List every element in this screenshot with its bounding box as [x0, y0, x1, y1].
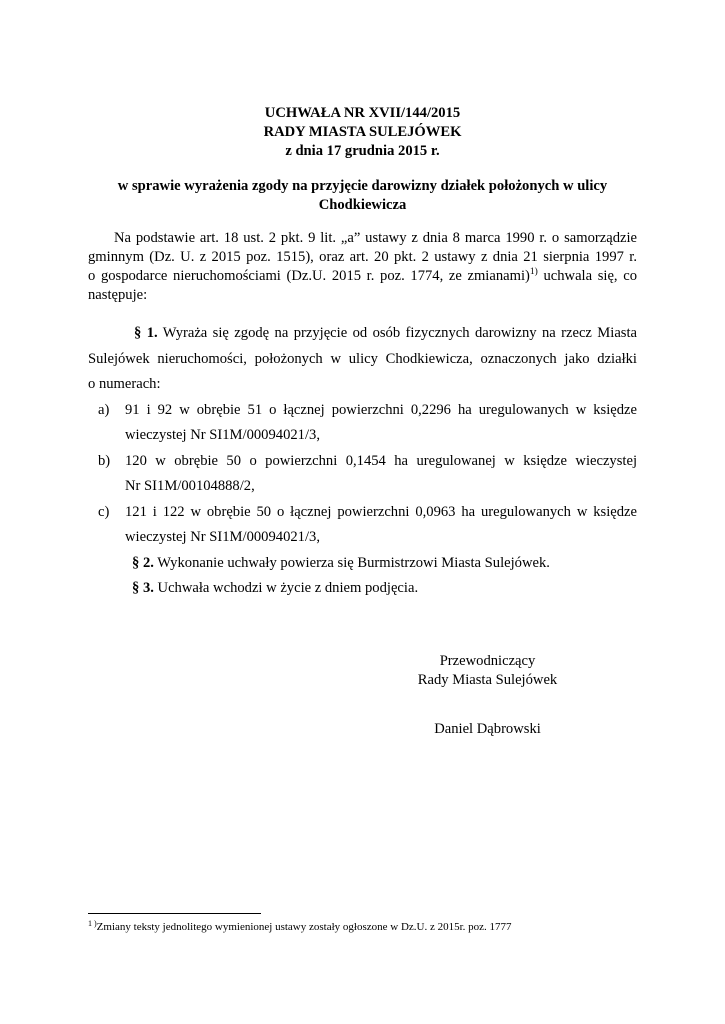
preamble-line-2: gminnym (Dz. U. z 2015 poz. 1515), oraz art. 20 pkt. 2 ustawy z dnia 21 sierpnia 1997 r.: [88, 249, 637, 265]
footnote-divider: [88, 913, 261, 914]
council-name: RADY MIASTA SULEJÓWEK: [263, 124, 462, 140]
list-marker: a): [98, 401, 110, 418]
signatory-role: Przewodniczący: [439, 653, 536, 669]
section-1: [88, 321, 637, 398]
list-item-line-1: 121 i 122 w obrębie 50 o łącznej powierzchni 0,0963 ha uregulowanych w księdze: [125, 503, 637, 520]
section-1-label: § 1.: [134, 325, 158, 341]
footnote: [88, 921, 512, 933]
section-2: [88, 551, 637, 577]
list-item-line-2: wieczystej Nr SI1M/00094021/3,: [125, 529, 320, 545]
signature-block: [400, 652, 575, 690]
preamble-line-3b: uchwala się, co: [537, 268, 638, 284]
section-1-text-1: Wyraża się zgodę na przyjęcie od osób fizycznych darowizny na rzecz Miasta: [157, 325, 638, 341]
footnote-text: Zmiany teksty jednolitego wymienionej ustawy zostały ogłoszone w Dz.U. z 2015r. poz. 1777: [96, 921, 512, 933]
subject-line-2: Chodkiewicza: [318, 197, 407, 213]
section-1-line-1: [88, 321, 637, 347]
resolution-date: z dnia 17 grudnia 2015 r.: [285, 143, 440, 159]
preamble-line-3a: o gospodarce nieruchomościami (Dz.U. 2015 r. poz. 1774, ze zmianami): [88, 268, 530, 284]
footnote-reference: 1): [529, 267, 538, 277]
preamble-line-4: następuje:: [88, 287, 148, 303]
signatory-name: Daniel Dąbrowski: [434, 721, 541, 737]
section-2-text: Wykonanie uchwały powierza się Burmistrzowi Miasta Sulejówek.: [153, 554, 550, 571]
subject-line-1: w sprawie wyrażenia zgody na przyjęcie darowizny działek położonych w ulicy: [117, 178, 608, 194]
section-1-line-2: Sulejówek nieruchomości, położonych w ulicy Chodkiewicza, oznaczonych jako działki: [88, 350, 637, 367]
list-item-line-2: Nr SI1M/00104888/2,: [125, 478, 255, 494]
list-item-line-1: 120 w obrębie 50 o powierzchni 0,1454 ha uregulowanej w księdze wieczystej: [125, 452, 637, 469]
list-item: [88, 449, 637, 500]
list-item-line-2: wieczystej Nr SI1M/00094021/3,: [125, 427, 320, 443]
signatory-council: Rady Miasta Sulejówek: [417, 672, 558, 688]
list-item: [88, 398, 637, 449]
list-item-line-1: 91 i 92 w obrębie 51 o łącznej powierzchni 0,2296 ha uregulowanych w księdze: [125, 401, 637, 418]
list-marker: b): [98, 452, 111, 469]
document-title: [0, 104, 725, 161]
section-3-text: Uchwała wchodzi w życie z dniem podjęcia.: [153, 580, 419, 596]
section-3-label: § 3.: [132, 580, 154, 596]
legal-basis-preamble: [88, 229, 637, 305]
section-3: [88, 576, 637, 602]
list-item: [88, 500, 637, 551]
resolution-body: [88, 321, 637, 602]
preamble-line-1: Na podstawie art. 18 ust. 2 pkt. 9 lit. „a” ustawy z dnia 8 marca 1990 r. o samorządzie: [114, 230, 637, 246]
preamble-line-3: [88, 267, 637, 286]
section-1-line-3: o numerach:: [88, 376, 161, 392]
resolution-subject: [100, 177, 625, 215]
footnote-marker: 1 ): [88, 919, 97, 928]
list-marker: c): [98, 503, 110, 520]
section-2-label: § 2.: [132, 554, 154, 571]
resolution-number: UCHWAŁA NR XVII/144/2015: [264, 105, 461, 121]
